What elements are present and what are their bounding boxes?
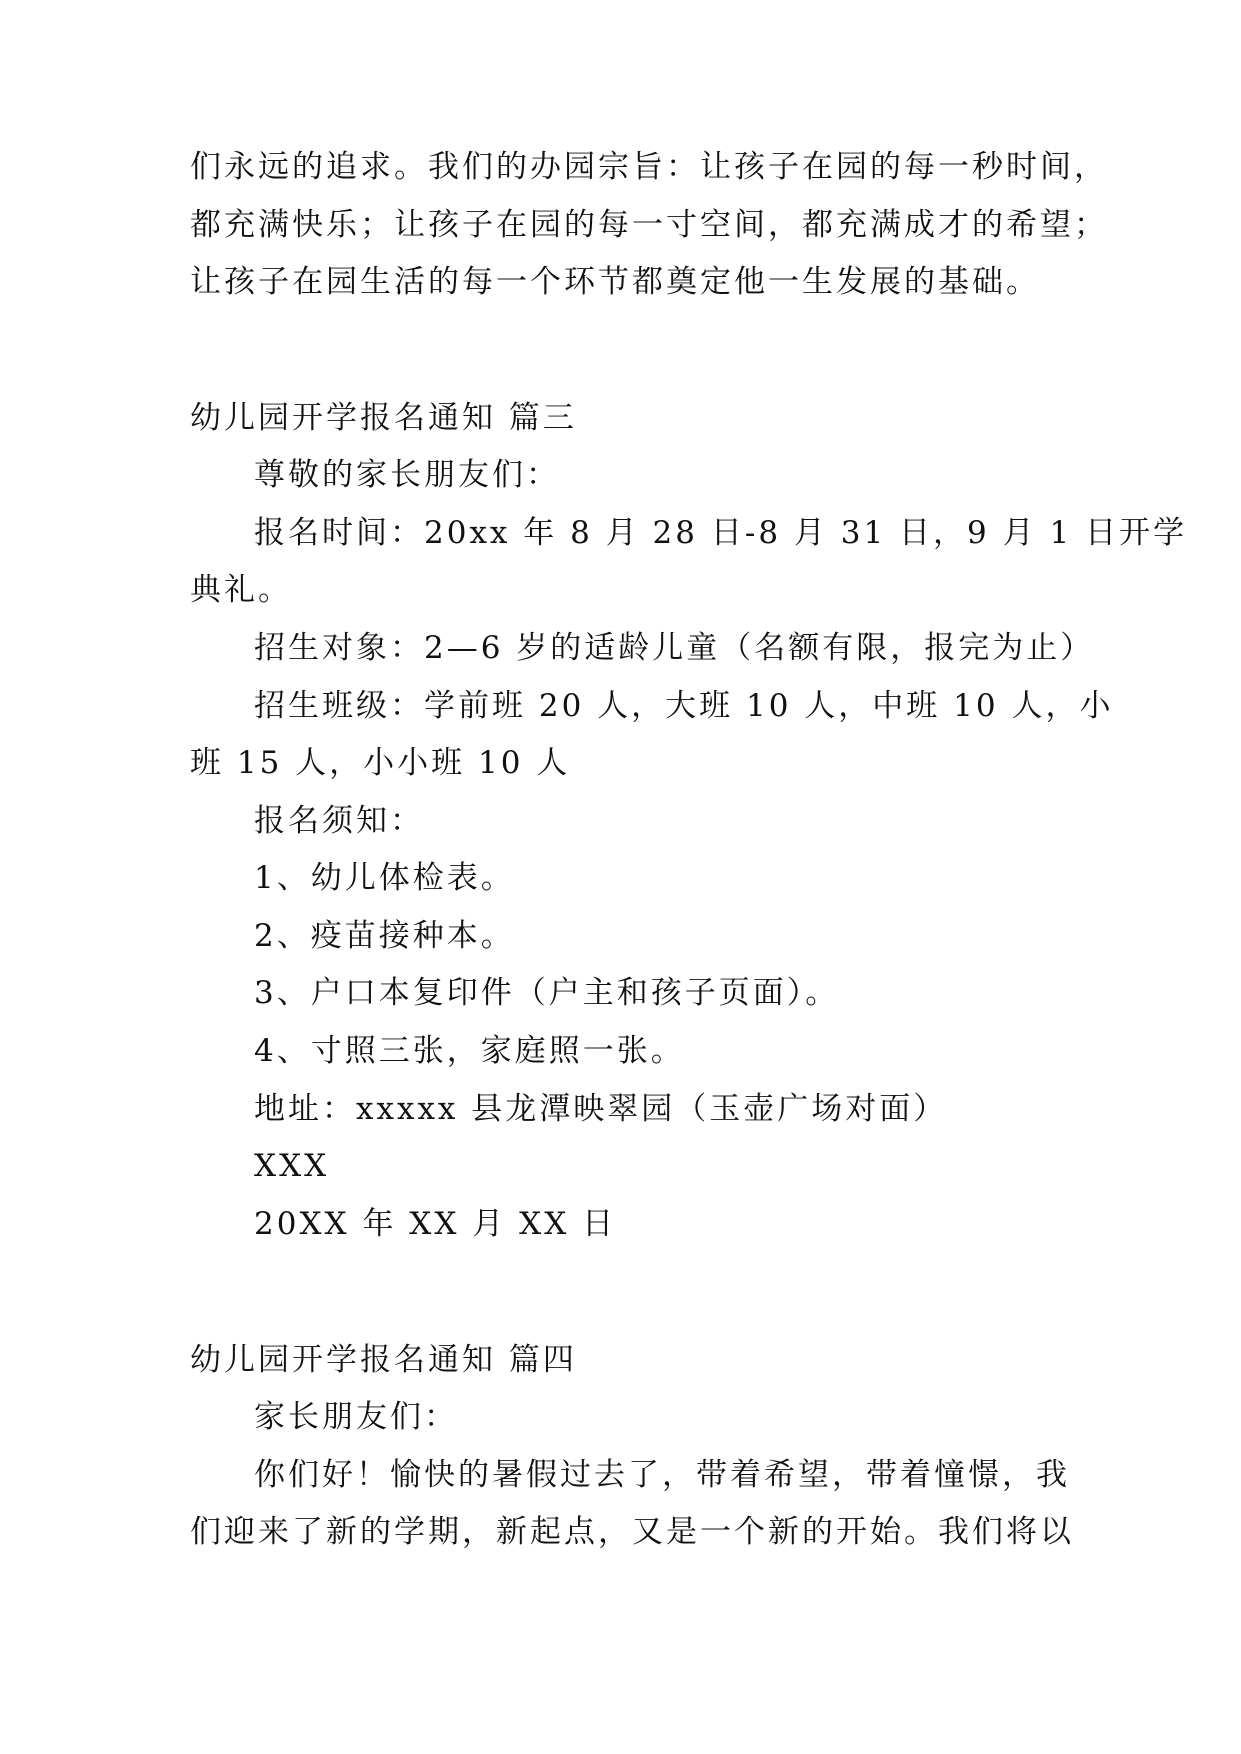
notice-item-3: 3、户口本复印件（户主和孩子页面）。 bbox=[254, 975, 840, 1011]
section3-heading: 幼儿园开学报名通知 篇三 bbox=[190, 400, 577, 436]
section4-heading: 幼儿园开学报名通知 篇四 bbox=[190, 1342, 577, 1378]
notice-item-2: 2、疫苗接种本。 bbox=[254, 918, 515, 954]
enrollment-classes-line-1: 招生班级：学前班 20 人，大班 10 人，中班 10 人，小 bbox=[254, 688, 1114, 724]
section4-greeting: 家长朋友们： bbox=[254, 1399, 458, 1435]
notice-item-1: 1、幼儿体检表。 bbox=[254, 860, 515, 896]
signature: XXX bbox=[254, 1148, 330, 1184]
registration-time-line-2: 典礼。 bbox=[190, 572, 292, 608]
registration-time-line-1: 报名时间：20xx 年 8 月 28 日-8 月 31 日，9 月 1 日开学 bbox=[254, 515, 1188, 551]
intro-line-2: 都充满快乐；让孩子在园的每一寸空间，都充满成才的希望； bbox=[190, 207, 1108, 243]
section4-body-line-1: 你们好！愉快的暑假过去了，带着希望，带着憧憬，我 bbox=[254, 1457, 1070, 1493]
address: 地址：xxxxx 县龙潭映翠园（玉壶广场对面） bbox=[254, 1091, 948, 1127]
enrollment-target: 招生对象：2—6 岁的适龄儿童（名额有限，报完为止） bbox=[254, 630, 1095, 666]
notice-title: 报名须知： bbox=[254, 803, 424, 839]
intro-line-1: 们永远的追求。我们的办园宗旨：让孩子在园的每一秒时间， bbox=[190, 149, 1108, 185]
section4-body-line-2: 们迎来了新的学期，新起点，又是一个新的开始。我们将以 bbox=[190, 1514, 1074, 1550]
notice-item-4: 4、寸照三张，家庭照一张。 bbox=[254, 1033, 685, 1069]
enrollment-classes-line-2: 班 15 人，小小班 10 人 bbox=[190, 745, 571, 781]
date: 20XX 年 XX 月 XX 日 bbox=[254, 1206, 617, 1242]
intro-line-3: 让孩子在园生活的每一个环节都奠定他一生发展的基础。 bbox=[190, 264, 1040, 300]
section3-greeting: 尊敬的家长朋友们： bbox=[254, 457, 560, 493]
